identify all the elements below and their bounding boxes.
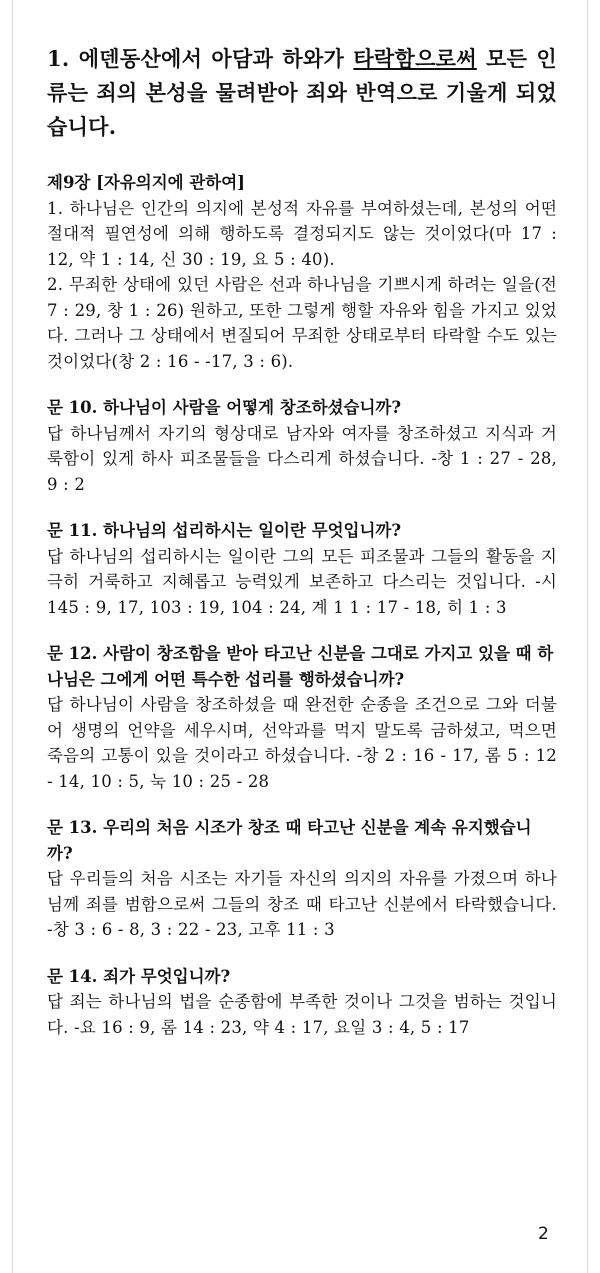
question-title: 문 14. 죄가 무엇입니까? bbox=[47, 966, 231, 986]
question-11 bbox=[47, 518, 557, 620]
question-title: 문 12. 사람이 창조함을 받아 타고난 신분을 그대로 가지고 있을 때 하나님은 그에게 어떤 특수한 섭리를 행하셨습니까? bbox=[47, 644, 554, 689]
question-13 bbox=[47, 815, 557, 943]
question-12 bbox=[47, 641, 557, 794]
chapter-9-section bbox=[47, 170, 557, 374]
chapter-paragraph-2: 2. 무죄한 상태에 있던 사람은 선과 하나님을 기쁘시게 하려는 일을(전 7 : 29, 창 1 : 26) 원하고, 또한 그렇게 행할 자유와 힘을 가지고 있었다. 그러나 그 상태에서 변질되어 무죄한 상태로부터 타락할 수도 있는 것이었다(창 2 : 16 - -17, 3 : 6). bbox=[47, 275, 557, 371]
page-content bbox=[47, 42, 557, 1061]
heading-text-end: 모든 인류는 죄의 본성을 물려받아 죄와 반역으로 기울게 되었습니다. bbox=[47, 46, 558, 139]
question-answer: 답 죄는 하나님의 법을 순종함에 부족한 것이나 그것을 범하는 것입니다. -요 16 : 9, 롬 14 : 23, 약 4 : 17, 요일 3 : 4, 5 : 17 bbox=[47, 992, 557, 1037]
question-title: 문 11. 하나님의 섭리하시는 일이란 무엇입니까? bbox=[47, 521, 401, 540]
question-14 bbox=[47, 964, 557, 1041]
question-10 bbox=[47, 395, 557, 497]
section-heading bbox=[47, 42, 557, 144]
question-answer: 답 하나님이 사람을 창조하셨을 때 완전한 순종을 조건으로 그와 더불어 생명의 언약을 세우시며, 선악과를 먹지 말도록 금하셨고, 먹으면 죽음의 고통이 있을 것이라고 하셨습니다. -창 2 : 16 - 17, 롬 5 : 12 - 14, 10 : 5, 눅 10 : 25 - 28 bbox=[47, 695, 557, 791]
page-number: 2 bbox=[538, 1224, 549, 1244]
heading-underlined-word: 타락함으로써 bbox=[353, 46, 477, 71]
question-title: 문 13. 우리의 처음 시조가 창조 때 타고난 신분을 계속 유지했습니까? bbox=[47, 818, 532, 863]
question-answer: 답 하나님의 섭리하시는 일이란 그의 모든 피조물과 그들의 활동을 지극히 거룩하고 지혜롭고 능력있게 보존하고 다스리는 것입니다. -시 145 : 9, 17, 103 : 19, 104 : 24, 계 1 1 : 17 - 18, 히 1 : 3 bbox=[47, 546, 557, 617]
heading-text-start: 1. 에덴동산에서 아담과 하와가 bbox=[47, 46, 354, 71]
question-title: 문 10. 하나님이 사람을 어떻게 창조하셨습니까? bbox=[47, 398, 401, 417]
chapter-paragraph-1: 1. 하나님은 인간의 의지에 본성적 자유를 부여하셨는데, 본성의 어떤 절대적 필연성에 의해 행하도록 결정되지도 않는 것이었다(마 17 : 12, 약 1 : 14, 신 30 : 19, 요 5 : 40). bbox=[47, 198, 557, 269]
question-answer: 답 우리들의 처음 시조는 자기들 자신의 의지의 자유를 가졌으며 하나님께 죄를 범함으로써 그들의 창조 때 타고난 신분에서 타락했습니다. -창 3 : 6 - 8, 3 : 22 - 23, 고후 11 : 3 bbox=[47, 869, 557, 939]
question-answer: 답 하나님께서 자기의 형상대로 남자와 여자를 창조하셨고 지식과 거룩함이 있게 하사 피조물들을 다스리게 하셨습니다. -창 1 : 27 - 28, 9 : 2 bbox=[47, 423, 557, 494]
chapter-title: 제9장 [자유의지에 관하여] bbox=[47, 173, 245, 192]
